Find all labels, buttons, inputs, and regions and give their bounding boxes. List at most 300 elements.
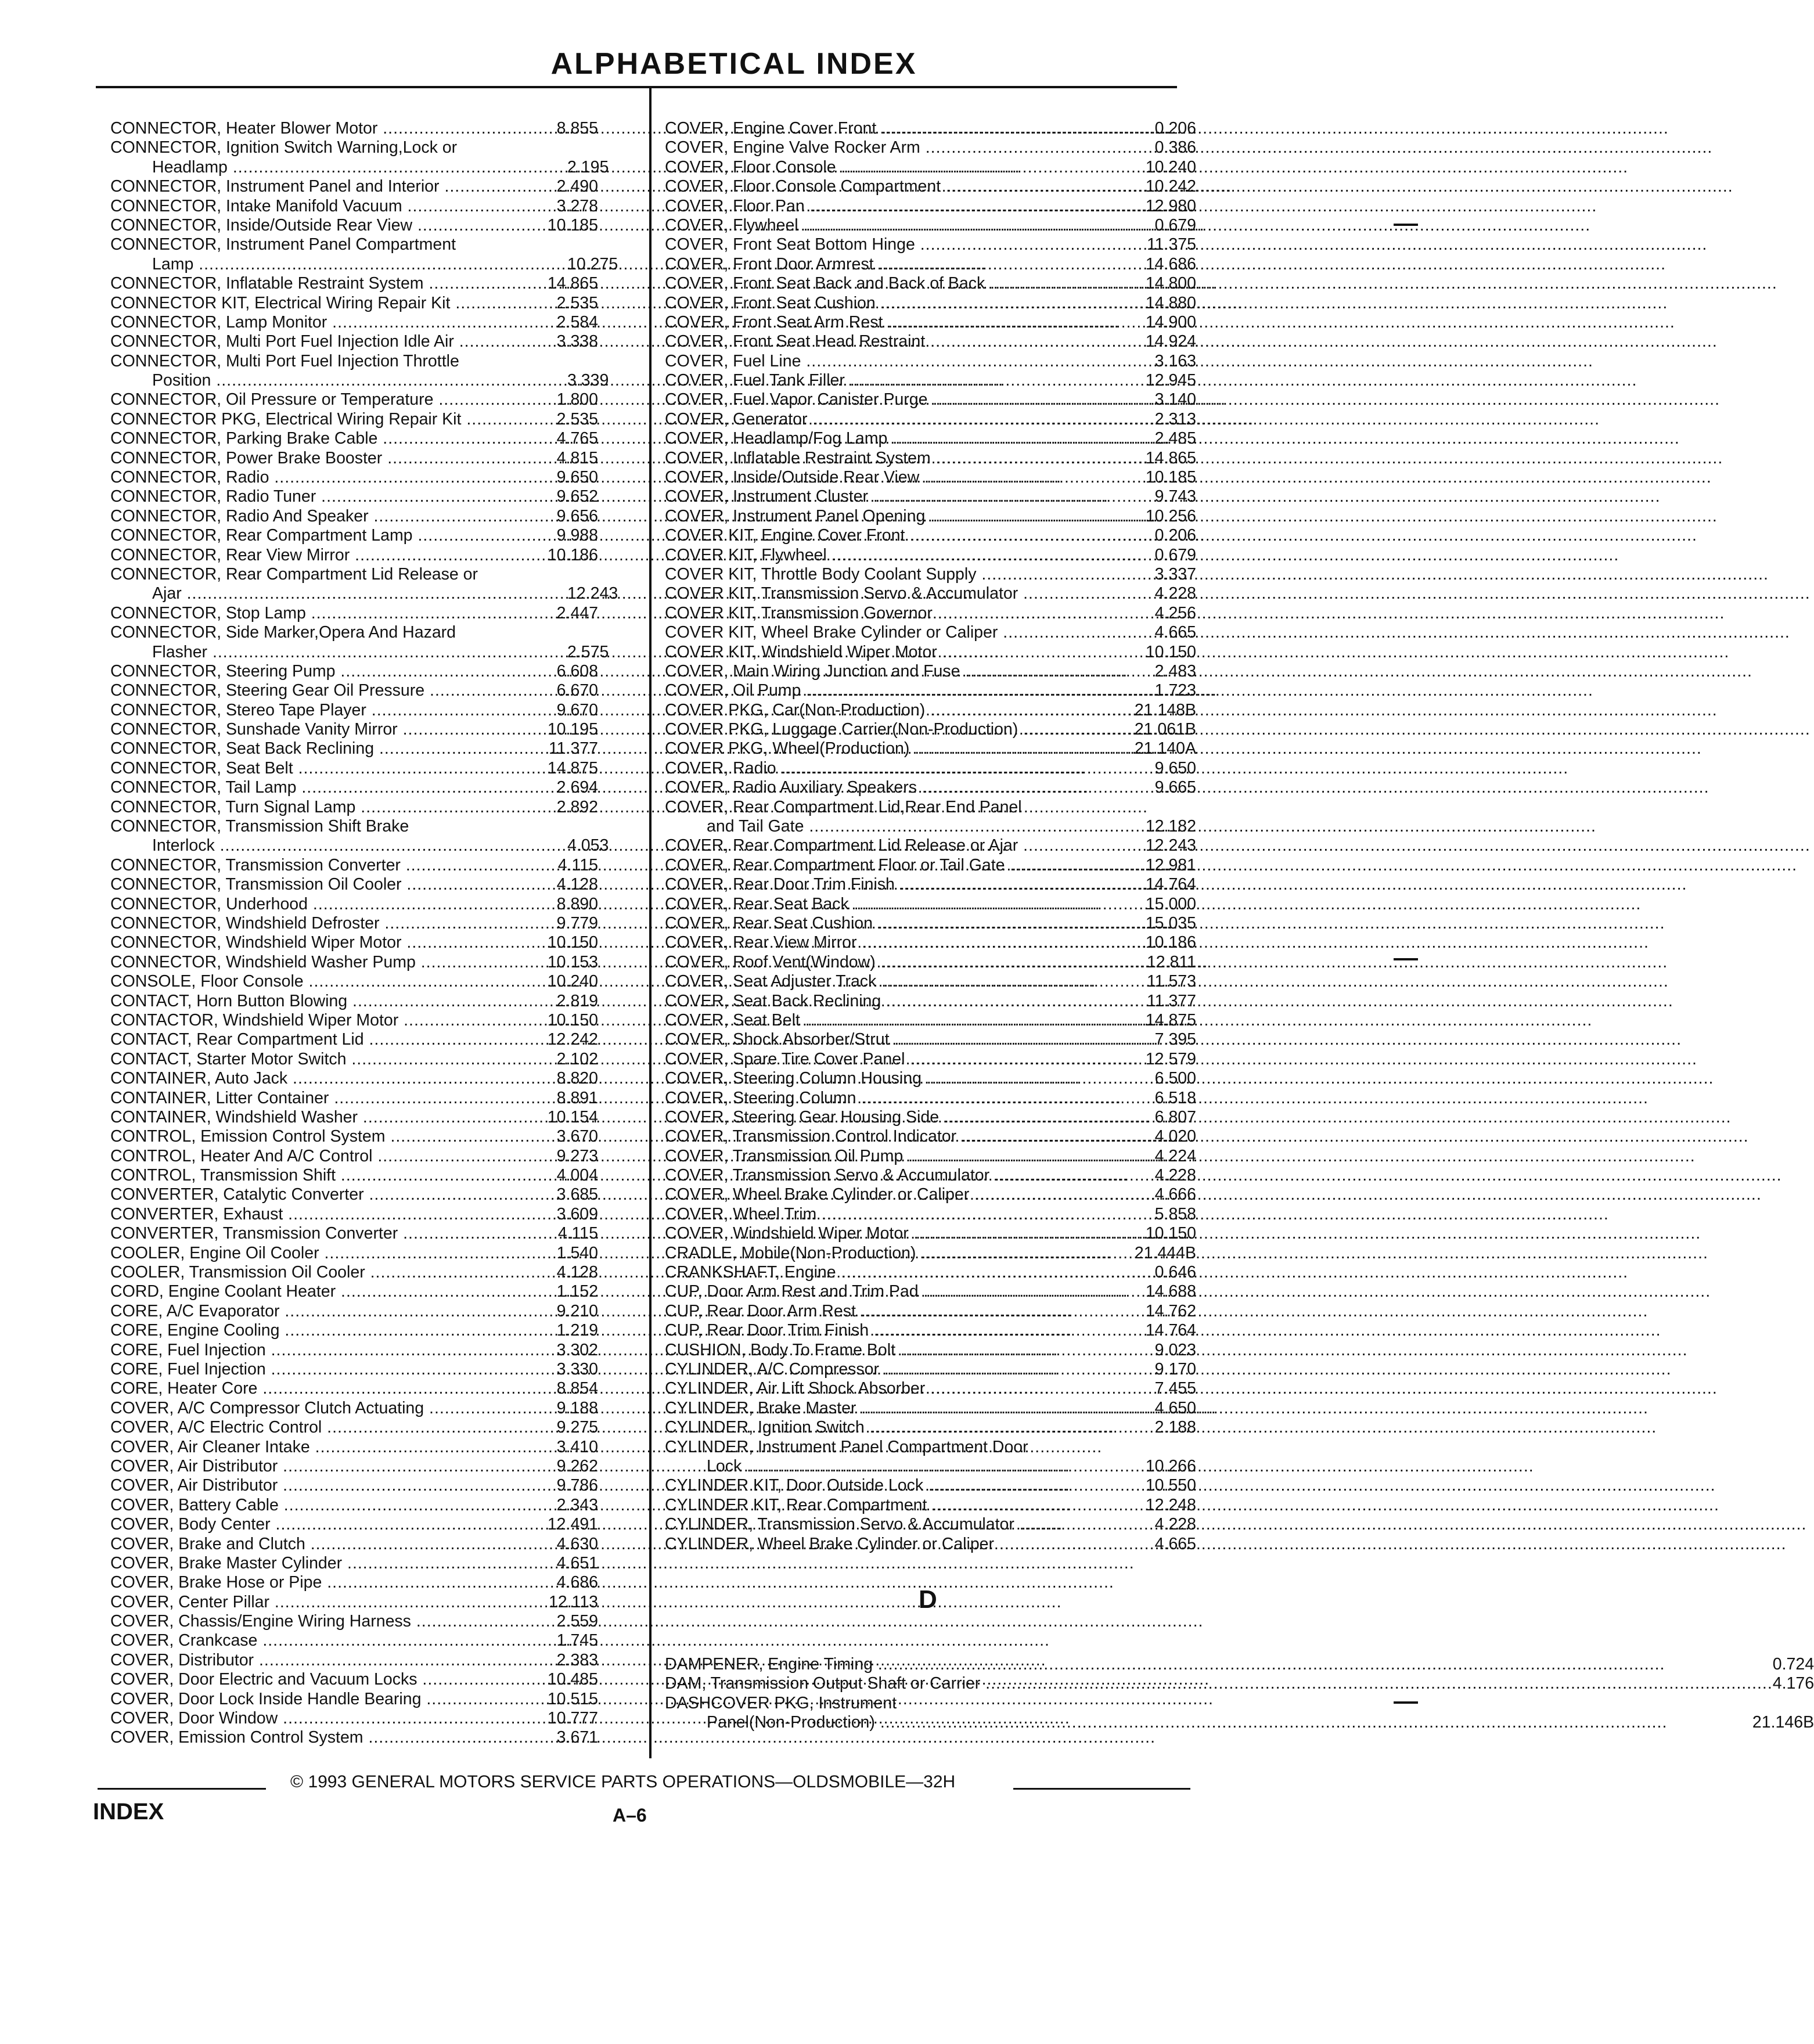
index-entry-text: COVER, Transmission Oil Pump ..... bbox=[665, 1147, 1080, 1166]
index-entry-page: 10.186 bbox=[547, 545, 598, 564]
index-entry bbox=[110, 1263, 598, 1282]
index-entry-page: 10.150 bbox=[1145, 1224, 1196, 1243]
index-entry bbox=[665, 1713, 1814, 1732]
index-entry-text: COVER KIT, Windshield Wiper Motor ..... bbox=[665, 643, 1080, 662]
copyright-notice: © 1993 GENERAL MOTORS SERVICE PARTS OPERATIONS—OLDSMOBILE—32H bbox=[290, 1772, 956, 1791]
index-entry-page: 0.724 bbox=[1772, 1654, 1814, 1674]
index-entry-page: 4.228 bbox=[1154, 1166, 1196, 1185]
index-entry bbox=[665, 759, 1196, 778]
index-entry-page: 10.266 bbox=[1145, 1456, 1196, 1476]
index-entry bbox=[110, 429, 598, 448]
index-entry-text: CORE, Fuel Injection ..... bbox=[110, 1360, 526, 1379]
index-entry bbox=[665, 623, 1196, 642]
index-entry-page: 9.170 bbox=[1154, 1359, 1196, 1379]
index-entry bbox=[110, 1535, 598, 1554]
index-entry-page: 15.035 bbox=[1145, 914, 1196, 933]
index-entry bbox=[665, 1655, 1814, 1674]
index-entry-page: 3.671 bbox=[556, 1728, 598, 1747]
index-entry bbox=[110, 992, 598, 1011]
index-entry-text: COVER, Rear Seat Back ..... bbox=[665, 895, 1080, 914]
index-entry bbox=[665, 1050, 1196, 1069]
index-entry bbox=[665, 1011, 1196, 1030]
index-entry bbox=[110, 177, 598, 196]
index-entry-page: 10.150 bbox=[1145, 642, 1196, 661]
index-entry-text: Lamp ..... bbox=[110, 255, 567, 274]
index-entry-text: COVER, Brake Master Cylinder ..... bbox=[110, 1554, 526, 1573]
index-entry bbox=[110, 546, 598, 565]
index-entry bbox=[665, 1674, 1814, 1693]
index-entry-text: CUP, Rear Door Arm Rest ..... bbox=[665, 1302, 1080, 1321]
index-entry bbox=[110, 390, 598, 409]
index-entry bbox=[110, 1185, 598, 1204]
index-entry-page: 9.779 bbox=[556, 914, 598, 933]
index-entry-text: COVER, Floor Console Compartment ..... bbox=[665, 177, 1080, 196]
index-entry-page: 6.608 bbox=[556, 661, 598, 681]
index-entry bbox=[665, 468, 1196, 487]
index-entry bbox=[110, 1089, 598, 1108]
index-entry bbox=[110, 1302, 598, 1321]
index-entry bbox=[110, 701, 598, 720]
index-entry-page: 14.900 bbox=[1145, 312, 1196, 332]
index-entry bbox=[665, 1108, 1196, 1127]
index-entry bbox=[665, 856, 1196, 875]
index-entry bbox=[110, 1011, 598, 1030]
index-entry-page: 10.550 bbox=[1145, 1476, 1196, 1495]
index-entry-page: 3.338 bbox=[556, 332, 598, 351]
index-entry-page: 9.262 bbox=[556, 1456, 598, 1476]
index-entry-text: COVER, Steering Column ..... bbox=[665, 1089, 1080, 1108]
index-entry bbox=[110, 1282, 598, 1301]
index-entry bbox=[665, 216, 1196, 235]
index-entry bbox=[110, 953, 598, 972]
index-entry-page: 9.273 bbox=[556, 1146, 598, 1165]
index-entry-page: 2.195 bbox=[567, 157, 609, 177]
index-entry bbox=[665, 1205, 1196, 1224]
index-entry-page: 6.518 bbox=[1154, 1088, 1196, 1107]
index-entry-text: CONNECTOR, Rear Compartment Lid Release or bbox=[110, 564, 478, 584]
index-entry bbox=[665, 449, 1196, 468]
index-entry bbox=[665, 1476, 1196, 1495]
index-entry-text: COVER, Radio ..... bbox=[665, 759, 1080, 778]
index-entry bbox=[665, 1224, 1196, 1243]
index-entry-page: 1.219 bbox=[556, 1321, 598, 1340]
index-entry-text: COVER, Front Seat Cushion ..... bbox=[665, 294, 1080, 313]
index-entry-page: 0.206 bbox=[1154, 526, 1196, 545]
index-entry-page: 2.819 bbox=[556, 991, 598, 1010]
index-entry bbox=[110, 778, 598, 797]
index-entry bbox=[110, 720, 598, 739]
index-entry-page: 2.535 bbox=[556, 409, 598, 429]
index-entry-page: 11.377 bbox=[1146, 991, 1196, 1010]
index-entry bbox=[665, 177, 1196, 196]
index-entry bbox=[110, 487, 598, 506]
index-entry-text: CYLINDER, Ignition Switch ..... bbox=[665, 1418, 1080, 1437]
index-entry bbox=[110, 1244, 598, 1263]
index-entry-text: CONSOLE, Floor Console ..... bbox=[110, 972, 526, 991]
index-entry-text: DAMPENER, Engine Timing ..... bbox=[665, 1655, 1773, 1674]
index-entry-page: 12.981 bbox=[1145, 855, 1196, 875]
index-entry-text: COVER, Instrument Cluster ..... bbox=[665, 487, 1080, 506]
index-entry bbox=[665, 1030, 1196, 1049]
index-entry-text: CONNECTOR, Instrument Panel Compartment bbox=[110, 235, 456, 254]
index-entry-text: Flasher ..... bbox=[110, 643, 567, 662]
index-entry bbox=[110, 681, 598, 700]
index-entry-page: 2.535 bbox=[556, 293, 598, 312]
index-entry-text: COOLER, Transmission Oil Cooler ..... bbox=[110, 1263, 526, 1282]
index-entry-text: COVER, Front Seat Arm Rest ..... bbox=[665, 313, 1080, 332]
index-entry-page: 3.339 bbox=[567, 371, 609, 390]
index-entry bbox=[110, 895, 598, 914]
index-entry-page: 10.195 bbox=[547, 720, 598, 739]
index-entry-page: 21.148B bbox=[1134, 700, 1196, 719]
index-entry-text: COVER, Door Window ..... bbox=[110, 1709, 526, 1728]
index-entry-page: 10.515 bbox=[547, 1689, 598, 1708]
index-entry-page: 7.395 bbox=[1154, 1030, 1196, 1049]
index-entry-page: 3.330 bbox=[556, 1359, 598, 1379]
index-entry-page: 3.609 bbox=[556, 1204, 598, 1223]
index-entry-page: 0.646 bbox=[1154, 1263, 1196, 1282]
index-entry-page: 10.185 bbox=[1145, 468, 1196, 487]
index-entry-page: 2.575 bbox=[567, 642, 609, 661]
index-entry bbox=[110, 914, 598, 933]
index-entry-page: 4.224 bbox=[1154, 1146, 1196, 1165]
index-entry-page: 4.004 bbox=[556, 1166, 598, 1185]
index-entry bbox=[110, 274, 598, 293]
index-entry-page: 4.128 bbox=[556, 1263, 598, 1282]
index-entry-text: DASHCOVER PKG, Instrument bbox=[665, 1693, 897, 1712]
index-entry-text: COVER, Fuel Tank Filler ..... bbox=[665, 371, 1080, 390]
index-entry bbox=[110, 662, 598, 681]
index-entry-text: COVER, Transmission Servo & Accumulator ..... bbox=[665, 1166, 1080, 1185]
index-entry bbox=[665, 1399, 1196, 1418]
index-entry-text: COVER PKG, Wheel(Production) ..... bbox=[665, 739, 1080, 758]
index-entry-text: COVER, Front Seat Bottom Hinge ..... bbox=[665, 235, 1080, 254]
index-entry-page: 10.240 bbox=[547, 972, 598, 991]
index-entry-page: 14.865 bbox=[547, 274, 598, 293]
index-entry-page: 6.670 bbox=[556, 681, 598, 700]
index-entry bbox=[110, 584, 618, 603]
index-entry-page: 14.764 bbox=[1145, 875, 1196, 894]
index-entry bbox=[665, 507, 1196, 526]
index-entry-text: COVER, Rear Compartment Floor or Tail Gate ..... bbox=[665, 856, 1080, 875]
index-entry bbox=[665, 352, 1196, 371]
index-entry-text: COVER KIT, Wheel Brake Cylinder or Caliper ..... bbox=[665, 623, 1080, 642]
index-entry-page: 12.243 bbox=[567, 584, 618, 603]
index-entry bbox=[665, 662, 1196, 681]
index-entry-page: 14.875 bbox=[1145, 1010, 1196, 1030]
index-entry-page: 12.182 bbox=[1145, 817, 1196, 836]
index-entry-text: CONTACT, Horn Button Blowing ..... bbox=[110, 992, 526, 1011]
index-entry-page: 4.665 bbox=[1154, 623, 1196, 642]
index-entry-page: 12.243 bbox=[1145, 836, 1196, 855]
index-entry-text: CONNECTOR, Multi Port Fuel Injection Idle Air ..... bbox=[110, 332, 526, 351]
index-entry bbox=[665, 274, 1196, 293]
index-entry-page: 9.786 bbox=[556, 1476, 598, 1495]
index-entry-page: 14.762 bbox=[1145, 1301, 1196, 1320]
index-entry-page: 15.000 bbox=[1145, 894, 1196, 913]
index-entry bbox=[665, 197, 1196, 216]
index-entry bbox=[110, 1573, 598, 1592]
index-entry-text: CONNECTOR, Heater Blower Motor ..... bbox=[110, 119, 526, 138]
index-entry-text: CONNECTOR PKG, Electrical Wiring Repair Kit ..... bbox=[110, 410, 526, 429]
index-entry-text: CONNECTOR, Windshield Washer Pump ..... bbox=[110, 953, 526, 972]
index-entry bbox=[110, 1147, 598, 1166]
index-entry-page: 11.375 bbox=[1146, 235, 1196, 254]
index-entry-page: 12.945 bbox=[1145, 371, 1196, 390]
index-entry bbox=[665, 972, 1196, 991]
footer-page-number: A–6 bbox=[613, 1805, 647, 1826]
index-entry-text: CONNECTOR, Transmission Oil Cooler ..... bbox=[110, 875, 526, 894]
index-entry-text: COVER, Body Center ..... bbox=[110, 1515, 526, 1534]
index-entry bbox=[665, 1341, 1196, 1360]
index-entry bbox=[665, 1515, 1196, 1534]
index-entry bbox=[665, 720, 1196, 739]
index-entry bbox=[665, 332, 1196, 351]
index-entry-text: COVER, Air Distributor ..... bbox=[110, 1457, 526, 1476]
index-entry-page: 2.447 bbox=[556, 603, 598, 622]
index-entry-page: 12.491 bbox=[547, 1515, 598, 1534]
index-entry-text: CONTACT, Rear Compartment Lid ..... bbox=[110, 1030, 526, 1049]
index-entry-page: 4.176 bbox=[1772, 1674, 1814, 1693]
index-entry-text: COVER KIT, Flywheel ..... bbox=[665, 546, 1080, 565]
index-entry-text: CORE, Engine Cooling ..... bbox=[110, 1321, 526, 1340]
index-entry bbox=[110, 468, 598, 487]
index-entry-text: CONNECTOR, Lamp Monitor ..... bbox=[110, 313, 526, 332]
index-entry-text: COOLER, Engine Oil Cooler ..... bbox=[110, 1244, 526, 1263]
index-entry-text: CONNECTOR, Tail Lamp ..... bbox=[110, 778, 526, 797]
index-entry-text: CYLINDER, Air Lift Shock Absorber ..... bbox=[665, 1379, 1080, 1398]
index-entry bbox=[110, 1379, 598, 1398]
index-entry-page: 0.679 bbox=[1154, 215, 1196, 235]
index-entry-page: 3.278 bbox=[556, 196, 598, 215]
index-entry bbox=[110, 371, 609, 390]
index-entry-text: COVER, Rear Compartment Lid,Rear End Panel bbox=[665, 797, 1022, 816]
index-entry-text: CONNECTOR, Radio And Speaker ..... bbox=[110, 507, 526, 526]
index-entry bbox=[110, 836, 609, 855]
index-entry-text: COVER, Chassis/Engine Wiring Harness ..... bbox=[110, 1612, 526, 1631]
index-entry bbox=[110, 1496, 598, 1515]
index-entry-text: CONNECTOR, Ignition Switch Warning,Lock or bbox=[110, 138, 458, 157]
index-entry-page: 3.302 bbox=[556, 1340, 598, 1359]
index-entry bbox=[665, 1360, 1196, 1379]
index-entry-text: COVER, Wheel Trim ..... bbox=[665, 1205, 1080, 1224]
index-entry-page: 10.240 bbox=[1145, 157, 1196, 177]
index-entry bbox=[665, 1089, 1196, 1108]
index-entry-text: CYLINDER, Transmission Servo & Accumulator ..... bbox=[665, 1515, 1080, 1534]
index-entry-text: CONNECTOR, Side Marker,Opera And Hazard bbox=[110, 623, 456, 642]
index-entry-text: COVER, Brake and Clutch ..... bbox=[110, 1535, 526, 1554]
index-entry-text: CONTAINER, Litter Container ..... bbox=[110, 1089, 526, 1108]
index-entry-page: 10.150 bbox=[547, 1010, 598, 1030]
index-entry-text: Headlamp ..... bbox=[110, 158, 567, 177]
index-entry-page: 1.540 bbox=[556, 1243, 598, 1262]
index-entry bbox=[110, 254, 618, 274]
index-entry-page: 21.146B bbox=[1752, 1713, 1814, 1732]
index-entry-text: COVER, Emission Control System ..... bbox=[110, 1728, 526, 1747]
index-entry-text: COVER, Instrument Panel Opening ..... bbox=[665, 507, 1080, 526]
margin-mark bbox=[1394, 1701, 1418, 1704]
index-entry-page: 2.313 bbox=[1154, 409, 1196, 429]
index-entry bbox=[110, 313, 598, 332]
index-entry-page: 2.559 bbox=[556, 1612, 598, 1631]
index-entry bbox=[110, 1418, 598, 1437]
index-entry bbox=[665, 1244, 1196, 1263]
index-entry-page: 8.890 bbox=[556, 894, 598, 913]
index-entry-page: 21.061B bbox=[1134, 720, 1196, 739]
index-entry bbox=[665, 119, 1196, 138]
index-entry bbox=[665, 1496, 1196, 1515]
index-entry bbox=[110, 1399, 598, 1418]
index-entry bbox=[665, 740, 1196, 759]
index-entry bbox=[665, 701, 1196, 720]
index-entry-page: 4.020 bbox=[1154, 1127, 1196, 1146]
index-entry-text: CORE, A/C Evaporator ..... bbox=[110, 1302, 526, 1321]
index-entry bbox=[110, 332, 598, 351]
index-entry-page: 9.210 bbox=[556, 1301, 598, 1320]
index-entry bbox=[665, 953, 1196, 972]
index-entry-page: 0.206 bbox=[1154, 118, 1196, 138]
index-entry-page: 2.483 bbox=[1154, 661, 1196, 681]
margin-mark bbox=[1394, 224, 1418, 226]
index-entry-text: COVER PKG, Car(Non-Production) ..... bbox=[665, 701, 1080, 720]
index-entry bbox=[665, 1282, 1196, 1301]
index-entry-text: COVER, Spare Tire Cover Panel ..... bbox=[665, 1050, 1080, 1069]
index-entry bbox=[665, 604, 1196, 623]
index-entry-text: CONVERTER, Exhaust ..... bbox=[110, 1205, 526, 1224]
index-entry bbox=[665, 1263, 1196, 1282]
index-entry bbox=[665, 565, 1196, 584]
index-entry-page: 14.875 bbox=[547, 758, 598, 778]
index-entry-page: 9.656 bbox=[556, 506, 598, 526]
index-entry-page: 12.242 bbox=[547, 1030, 598, 1049]
index-entry-text: CONNECTOR, Radio Tuner ..... bbox=[110, 487, 526, 506]
index-entry-text: COVER, Floor Console ..... bbox=[665, 158, 1080, 177]
index-entry bbox=[665, 410, 1196, 429]
index-entry-page: 9.650 bbox=[556, 468, 598, 487]
index-entry-text: CONTROL, Transmission Shift ..... bbox=[110, 1166, 526, 1185]
index-entry-page: 14.800 bbox=[1145, 274, 1196, 293]
index-entry-text: CORE, Fuel Injection ..... bbox=[110, 1341, 526, 1360]
index-entry-page: 1.723 bbox=[1154, 681, 1196, 700]
index-entry-text: CONNECTOR, Windshield Defroster ..... bbox=[110, 914, 526, 933]
index-entry-text: CRADLE, Mobile(Non-Production) ..... bbox=[665, 1244, 1080, 1263]
index-entry bbox=[665, 526, 1196, 545]
index-entry bbox=[110, 197, 598, 216]
index-entry-text: CONTAINER, Auto Jack ..... bbox=[110, 1069, 526, 1088]
index-entry bbox=[110, 1515, 598, 1534]
index-entry-page: 10.150 bbox=[547, 933, 598, 952]
index-entry-text: COVER, Rear Seat Cushion ..... bbox=[665, 914, 1080, 933]
index-entry bbox=[110, 1554, 598, 1573]
section-d-entries bbox=[665, 1655, 1814, 1733]
index-entry bbox=[665, 895, 1196, 914]
index-entry bbox=[110, 1651, 598, 1670]
index-entry-page: 21.140A bbox=[1134, 739, 1196, 758]
index-entry-text: COVER, Generator ..... bbox=[665, 410, 1080, 429]
index-entry bbox=[110, 604, 598, 623]
index-entry-text: CONTROL, Heater And A/C Control ..... bbox=[110, 1147, 526, 1166]
index-entry-text: CUP, Door Arm Rest and Trim Pad ..... bbox=[665, 1282, 1080, 1301]
footer-rule-right bbox=[1013, 1788, 1190, 1790]
index-entry-page: 2.102 bbox=[556, 1049, 598, 1068]
index-entry bbox=[110, 1360, 598, 1379]
index-entry-page: 10.186 bbox=[1145, 933, 1196, 952]
index-entry-text: CONNECTOR, Parking Brake Cable ..... bbox=[110, 429, 526, 448]
index-entry-page: 14.865 bbox=[1145, 448, 1196, 467]
index-entry bbox=[665, 778, 1196, 797]
index-entry-text: COVER, Headlamp/Fog Lamp ..... bbox=[665, 429, 1080, 448]
index-entry-page: 11.377 bbox=[548, 739, 598, 758]
index-entry-page: 4.228 bbox=[1154, 1515, 1196, 1534]
index-entry bbox=[110, 449, 598, 468]
index-entry-page: 3.163 bbox=[1154, 351, 1196, 370]
index-entry bbox=[110, 933, 598, 952]
index-entry-text: COVER KIT, Throttle Body Coolant Supply ..... bbox=[665, 565, 1080, 584]
index-entry-text: CONVERTER, Transmission Converter ..... bbox=[110, 1224, 526, 1243]
index-entry-text: CONNECTOR, Windshield Wiper Motor ..... bbox=[110, 933, 526, 952]
index-entry-text: CONTACTOR, Windshield Wiper Motor ..... bbox=[110, 1011, 526, 1030]
index-entry bbox=[110, 1612, 598, 1631]
index-entry-page: 2.694 bbox=[556, 778, 598, 797]
index-entry-page: 12.113 bbox=[548, 1592, 598, 1611]
index-entry bbox=[665, 1418, 1196, 1437]
index-entry-page: 10.256 bbox=[1145, 506, 1196, 526]
index-entry-text: CONNECTOR, Rear Compartment Lamp ..... bbox=[110, 526, 526, 545]
index-entry bbox=[110, 1593, 598, 1612]
index-entry-text: CRANKSHAFT, Engine ..... bbox=[665, 1263, 1080, 1282]
index-entry-page: 6.807 bbox=[1154, 1107, 1196, 1127]
index-entry-text: CONNECTOR, Rear View Mirror ..... bbox=[110, 546, 526, 565]
index-entry-text: COVER, Seat Back Reclining ..... bbox=[665, 992, 1080, 1011]
index-entry-text: COVER, Door Lock Inside Handle Bearing ..... bbox=[110, 1690, 526, 1709]
index-entry bbox=[110, 526, 598, 545]
index-entry-text: COVER, Floor Pan ..... bbox=[665, 197, 1080, 216]
index-entry bbox=[110, 216, 598, 235]
index-entry-text: COVER, Transmission Control Indicator ..... bbox=[665, 1127, 1080, 1146]
index-entry-page: 2.343 bbox=[556, 1495, 598, 1514]
index-entry-page: 4.650 bbox=[1154, 1398, 1196, 1417]
index-entry bbox=[110, 1205, 598, 1224]
index-entry-page: 2.584 bbox=[556, 312, 598, 332]
index-entry bbox=[665, 1127, 1196, 1146]
index-entry-page: 8.854 bbox=[556, 1379, 598, 1398]
index-entry-page: 10.777 bbox=[547, 1709, 598, 1728]
index-entry-page: 2.383 bbox=[556, 1650, 598, 1669]
index-entry-text: COVER, Wheel Brake Cylinder or Caliper ..... bbox=[665, 1185, 1080, 1204]
index-entry-text: CONNECTOR, Stop Lamp ..... bbox=[110, 604, 526, 623]
margin-mark bbox=[1394, 958, 1418, 960]
index-entry-text: CONNECTOR, Multi Port Fuel Injection Throttle bbox=[110, 351, 459, 370]
index-entry bbox=[110, 1127, 598, 1146]
index-entry-page: 9.743 bbox=[1154, 487, 1196, 506]
index-entry bbox=[110, 972, 598, 991]
footer-section-label: INDEX bbox=[93, 1799, 164, 1825]
index-entry-text: Panel(Non-Production) ..... bbox=[665, 1713, 1752, 1732]
index-entry-text: CYLINDER, Brake Master ..... bbox=[665, 1399, 1080, 1418]
index-entry bbox=[110, 642, 609, 662]
index-entry bbox=[665, 933, 1196, 952]
index-entry bbox=[110, 759, 598, 778]
index-entry-page: 10.275 bbox=[567, 254, 618, 274]
index-entry-text: COVER, Steering Gear Housing Side ..... bbox=[665, 1108, 1080, 1127]
index-entry-page: 10.485 bbox=[547, 1670, 598, 1689]
index-entry-text: CONVERTER, Catalytic Converter ..... bbox=[110, 1185, 526, 1204]
index-entry-page: 10.153 bbox=[547, 952, 598, 971]
index-entry bbox=[110, 1457, 598, 1476]
index-entry bbox=[665, 817, 1196, 836]
index-entry-page: 2.892 bbox=[556, 797, 598, 816]
index-entry bbox=[665, 584, 1196, 603]
